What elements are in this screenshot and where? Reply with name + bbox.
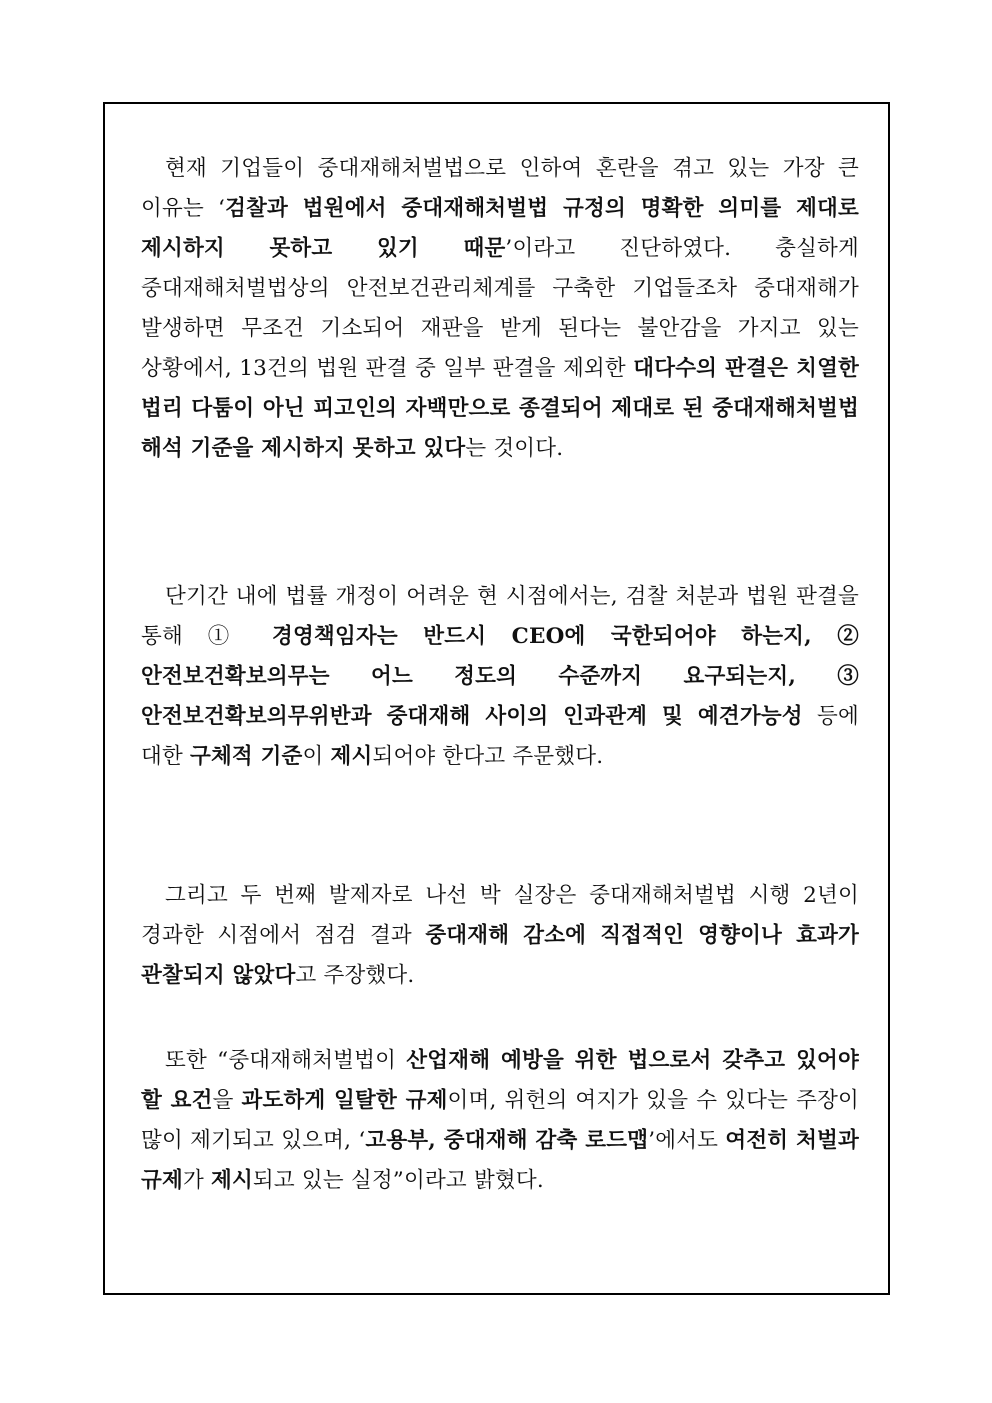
bold-text-run: 여전히 처벌과 규제 (141, 1128, 859, 1193)
bold-text-run: 산업재해 예방을 위한 법으로서 갖추고 있어야 할 요건 (141, 1048, 859, 1113)
text-run: 현재 기업들이 중대재해처벌법으로 인하여 혼란을 겪고 있는 가장 큰 이유는 ‘ (141, 156, 859, 221)
text-run: 는 것이다. (465, 436, 564, 461)
text-run: 되고 있는 실정”이라고 밝혔다. (252, 1168, 544, 1193)
text-run: 등에 대한 (141, 704, 859, 769)
bold-text-run: 고용부, 중대재해 감축 로드맵 (365, 1128, 649, 1153)
bold-text-run: 제시 (330, 744, 373, 769)
document-frame (103, 102, 890, 1295)
text-run: 을 (212, 1088, 242, 1113)
text-run: 단기간 내에 법률 개정이 어려운 현 시점에서는, 검찰 처분과 법원 판결을 통해 ① (141, 584, 859, 649)
text-run: 이 (302, 744, 331, 769)
bold-text-run: 중대재해 감소에 직접적인 영향이나 효과가 관찰되지 않았다 (141, 923, 859, 988)
bold-text-run: 대다수의 판결은 치열한 법리 다툼이 아닌 피고인의 자백만으로 종결되어 제대로 된 중대재해처벌법 해석 기준을 제시하지 못하고 있다 (141, 356, 860, 461)
paragraph-2 (141, 577, 859, 777)
bold-text-run: 제시 (210, 1168, 253, 1193)
text-run: 가 (182, 1168, 211, 1193)
paragraph-1 (141, 149, 859, 469)
bold-text-run: 경영책임자는 반드시 CEO에 국한되어야 하는지, ② 안전보건확보의무는 어느 정도의 수준까지 요구되는지, ③ 안전보건확보의무위반과 중대재해 사이의 인과관계 및 예견가능성 (141, 624, 859, 729)
paragraph-4 (141, 1041, 859, 1201)
text-run: 이며, 위헌의 여지가 있을 수 있다는 주장이 많이 제기되고 있으며, ‘ (141, 1088, 860, 1153)
text-run: 또한 “중대재해처벌법이 (165, 1048, 407, 1073)
text-run: 되어야 한다고 주문했다. (372, 744, 604, 769)
bold-text-run: 검찰과 법원에서 중대재해처벌법 규정의 명확한 의미를 제대로 제시하지 못하고 있기 때문 (141, 196, 859, 261)
text-run: ’이라고 진단하였다. 충실하게 중대재해처벌법상의 안전보건관리체계를 구축한 기업들조차 중대재해가 발생하면 무조건 기소되어 재판을 받게 된다는 불안감을 가지고 있는 상황에서, 13건의 법원 판결 중 일부 판결을 제외한 (141, 236, 859, 381)
text-run: 고 주장했다. (295, 963, 415, 988)
text-run: 그리고 두 번째 발제자로 나선 박 실장은 중대재해처벌법 시행 2년이 경과한 시점에서 점검 결과 (141, 883, 859, 948)
bold-text-run: 과도하게 일탈한 규제 (241, 1088, 448, 1113)
text-run: ’에서도 (648, 1128, 726, 1153)
bold-text-run: 구체적 기준 (189, 744, 303, 769)
paragraph-3 (141, 876, 859, 996)
